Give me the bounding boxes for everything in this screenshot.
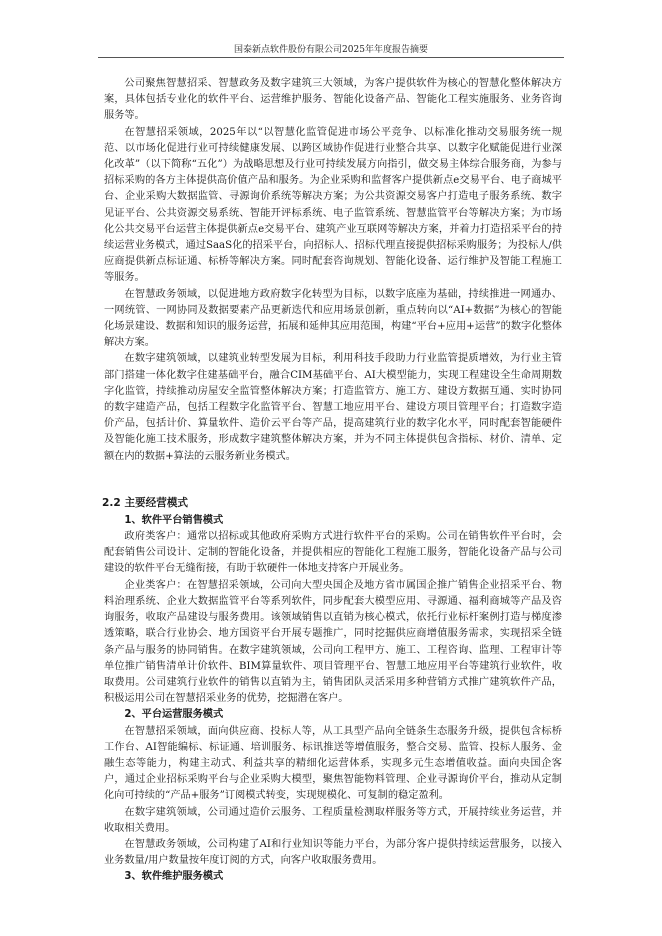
subsection-paragraph: 在数字建筑领域，公司通过造价云服务、工程质量检测取样服务等方式，开展持续业务运营，并收取相关费用。 [104,806,562,834]
intro-paragraph: 公司聚焦智慧招采、智慧政务及数字建筑三大领域，为客户提供软件为核心的智慧化整体解决方案，具体包括专业化的软件平台、运营维护服务、智能化设备产品、智能化工程实施服务、业务咨询服务等。 [104,78,562,122]
subsection-heading: 3、软件维护服务模式 [124,871,224,883]
section-spacer [104,465,562,495]
section-heading: 2.2 主要经营模式 [102,496,189,509]
document-body [104,76,562,886]
intro-paragraph: 在智慧招采领域，2025年以“以智慧化监管促进市场公平竞争、以标准化推动交易服务统一规范、以市场化促进行业可持续健康发展、以跨区域协作促进行业整合共享、以数字化赋能促进行业深化改革”（以下简称“五化”）为战略思想及行业可持续发展方向指引，做交易主体综合服务商，为参与招标采购的各方主体提供高价值产品和服务。为企业采购和监督客户提供新点e交易平台、电子商城平台、企业采购大数据监管、寻源询价系统等解决方案；为公共资源交易客户打造电子服务系统、数字见证平台、公共资源交易系统、智能开评标系统、电子监管系统、智慧监管平台等解决方案；为市场化公共交易平台运营主体提供新点e交易平台、建筑产业互联网等解决方案，并着力打造招采平台的持续运营业务模式，通过SaaS化的招采平台，向招标人、招标代理直接提供招标采购服务；为投标人/供应商提供新点标证通、标桥等解决方案。同时配套咨询规划、智能化设备、运行维护及智能工程施工等服务。 [104,126,562,284]
intro-paragraph: 在智慧政务领域，以促进地方政府数字化转型为目标，以数字底座为基础，持续推进一网通办、一网统管、一网协同及数据要素产品更新迭代和应用场景创新，重点转向以“AI+数据”为核心的智能化场景建设、数据和知识的服务运营，拓展和延伸其应用范围，构建“平台+应用+运营”的数字化整体解决方案。 [104,288,562,349]
subsection-paragraph: 在智慧政务领域，公司构建了AI和行业知识等能力平台，为部分客户提供持续运营服务，以接入业务数量/用户数量按年度订阅的方式，向客户收取服务费用。 [104,838,562,867]
intro-paragraph: 在数字建筑领域，以建筑业转型发展为目标，利用科技手段助力行业监管提质增效，为行业主管部门搭建一体化数字住建基础平台，融合CIM基础平台、AI大模型能力，实现工程建设全生命周期数字化监管，持续推动房屋安全监管整体解决方案；打造监管方、施工方、建设方数据互通、实时协同的数字建造产品，包括工程数字化监管平台、智慧工地应用平台、建设方项目管理平台；打造数字造价产品，包括计价、算量软件、造价云平台等产品，提高建筑行业的数字化水平，同时配套智能硬件及智能化施工技术服务，形成数字建筑整体解决方案，并为不同主体提供包含指标、材价、清单、定额在内的数据+算法的云服务新业务模式。 [104,353,562,462]
subsection-paragraph: 企业类客户：在智慧招采领域，公司向大型央国企及地方省市属国企推广销售企业招采平台、物料治理系统、企业大数据监管平台等系列软件，同步配套大模型应用、寻源通、福利商城等产品及咨询服务，收取产品建设与服务费用。该领域销售以直销为核心模式，依托行业标杆案例打造与梯度渗透策略，联合行业协会、地方国资平台开展专题推广，同时挖掘供应商增值服务需求，实现招采全链条产品与服务的协同销售。在数字建筑领域，公司向工程甲方、施工、工程咨询、监理、工程审计等单位推广销售清单计价软件、BIM算量软件、项目管理平台、智慧工地应用平台等建筑行业软件，收取费用。公司建筑行业软件的销售以直销为主，销售团队灵活采用多种营销方式推广建筑软件产品，积极运用公司在智慧招采业务的优势，挖掘潜在客户。 [104,579,562,705]
header-divider [98,57,564,58]
subsection-heading: 1、软件平台销售模式 [124,514,224,526]
subsection-heading: 2、平台运营服务模式 [124,709,224,721]
subsection-paragraph: 在智慧招采领域，面向供应商、投标人等，从工具型产品向全链条生态服务升级，提供包含标桥工作台、AI智能编标、标证通、培训服务、标讯推送等增值服务，整合交易、监管、投标人服务、金融生态等能力，构建主动式、利益共享的精细化运营体系，实现多元生态增值收益。面向央国企客户，通过企业招标采购平台与企业采购大模型，聚焦智能物料管理、企业寻源询价平台，推动从定制化向可持续的“产品+服务”订阅模式转变，实现规模化、可复制的稳定盈利。 [104,725,562,802]
subsection-paragraph: 政府类客户：通常以招标或其他政府采购方式进行软件平台的采购。公司在销售软件平台时，会配套销售公司设计、定制的智能化设备，并提供相应的智能化工程施工服务，智能化设备产品与公司建设的软件平台无缝衔接，有助于软硬件一体地支持客户开展业务。 [104,531,562,575]
page-header: 国泰新点软件股份有限公司2025年年度报告摘要 [234,45,428,55]
